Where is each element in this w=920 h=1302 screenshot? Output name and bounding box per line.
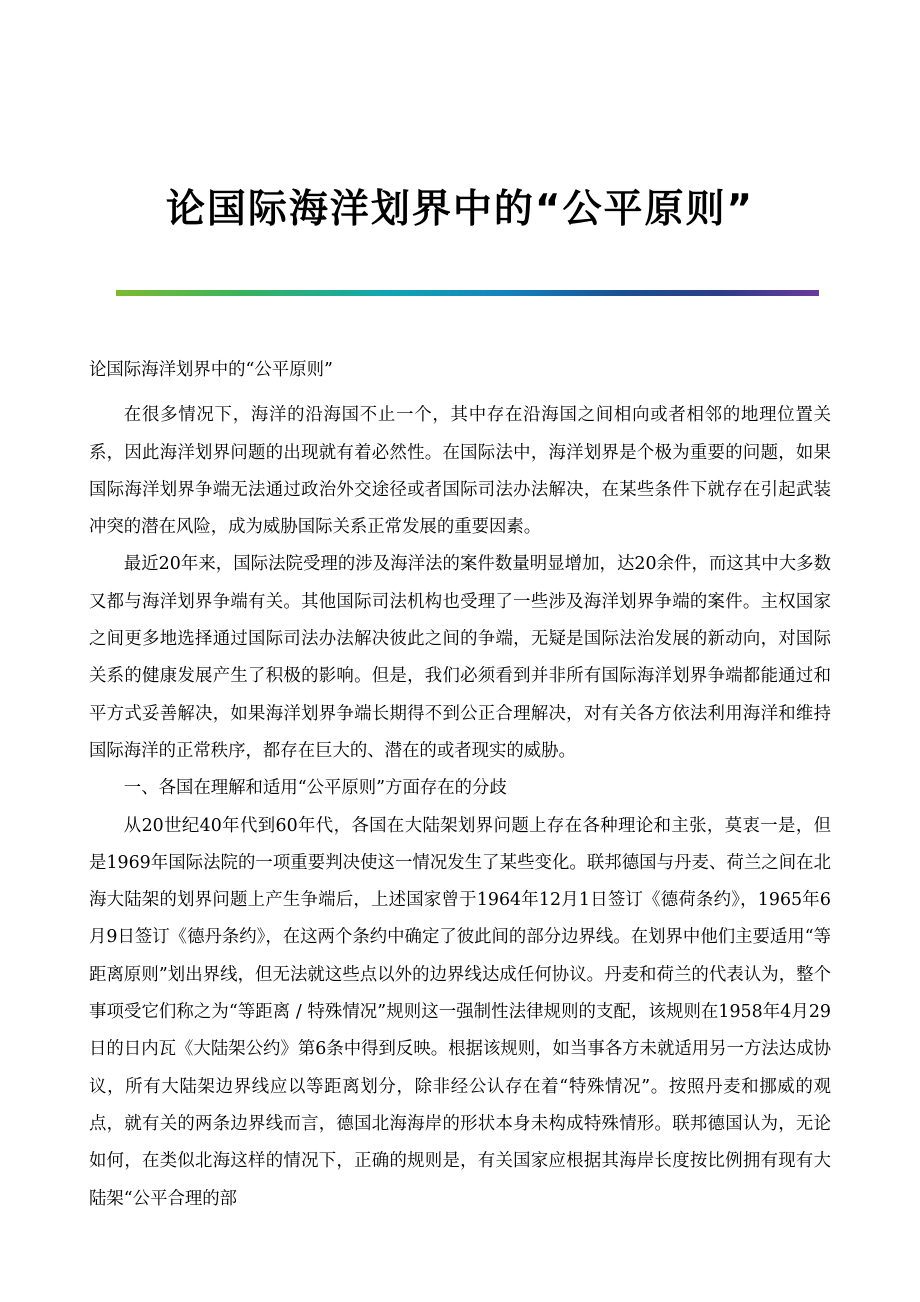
section-heading-1: 一、各国在理解和适用“公平原则”方面存在的分歧 [123, 778, 507, 799]
title-divider [116, 290, 819, 296]
paragraph-3: 从20世纪40年代到60年代，各国在大陆架划界问题上存在各种理论和主张，莫衷一是，但是1969年国际法院的一项重要判决使这一情况发生了某些变化。联邦德国与丹麦、荷兰之间在北海大陆架的划界问题上产生争端后，上述国家曾于1964年12月1日签订《德荷条约》，1965年6月9日签订《德丹条约》，在这两个条约中确定了彼此间的部分边界线。在划界中他们主要适用“等距离原则”划出界线，但无法就这些点以外的边界线达成任何协议。丹麦和荷兰的代表认为，整个事项受它们称之为“等距离 / 特殊情况”规则这一强制性法律规则的支配，该规则在1958年4月29日的日内瓦《大陆架公约》第6条中得到反映。根据该规则，如当事各方未就适用另一方法达成协议，所有大陆架边界线应以等距离划分，除非经公认存在着“特殊情况”。按照丹麦和挪威的观点，就有关的两条边界线而言，德国北海海岸的形状本身未构成特殊情形。联邦德国认为，无论如何，在类似北海这样的情况下，正确的规则是，有关国家应根据其海岸长度按比例拥有现有大陆架“公平合理的部 [89, 815, 831, 1209]
document-body [89, 352, 831, 1218]
paragraph-2: 最近20年来，国际法院受理的涉及海洋法的案件数量明显增加，达20余件，而这其中大多数又都与海洋划界争端有关。其他国际司法机构也受理了一些涉及海洋划界争端的案件。主权国家之间更多地选择通过国际司法办法解决彼此之间的争端，无疑是国际法治发展的新动向，对国际关系的健康发展产生了积极的影响。但是，我们必须看到并非所有国际海洋划界争端都能通过和平方式妥善解决，如果海洋划界争端长期得不到公正合理解决，对有关各方依法利用海洋和维持国际海洋的正常秩序，都存在巨大的、潜在的或者现实的威胁。 [89, 554, 831, 761]
document-subtitle: 论国际海洋划界中的“公平原则” [89, 360, 333, 380]
document-title: 论国际海洋划界中的“公平原则” [165, 187, 755, 232]
paragraph-1: 在很多情况下，海洋的沿海国不止一个，其中存在沿海国之间相向或者相邻的地理位置关系，因此海洋划界问题的出现就有着必然性。在国际法中，海洋划界是个极为重要的问题，如果国际海洋划界争端无法通过政治外交途径或者国际司法办法解决，在某些条件下就存在引起武装冲突的潜在风险，成为威胁国际关系正常发展的重要因素。 [89, 405, 831, 538]
